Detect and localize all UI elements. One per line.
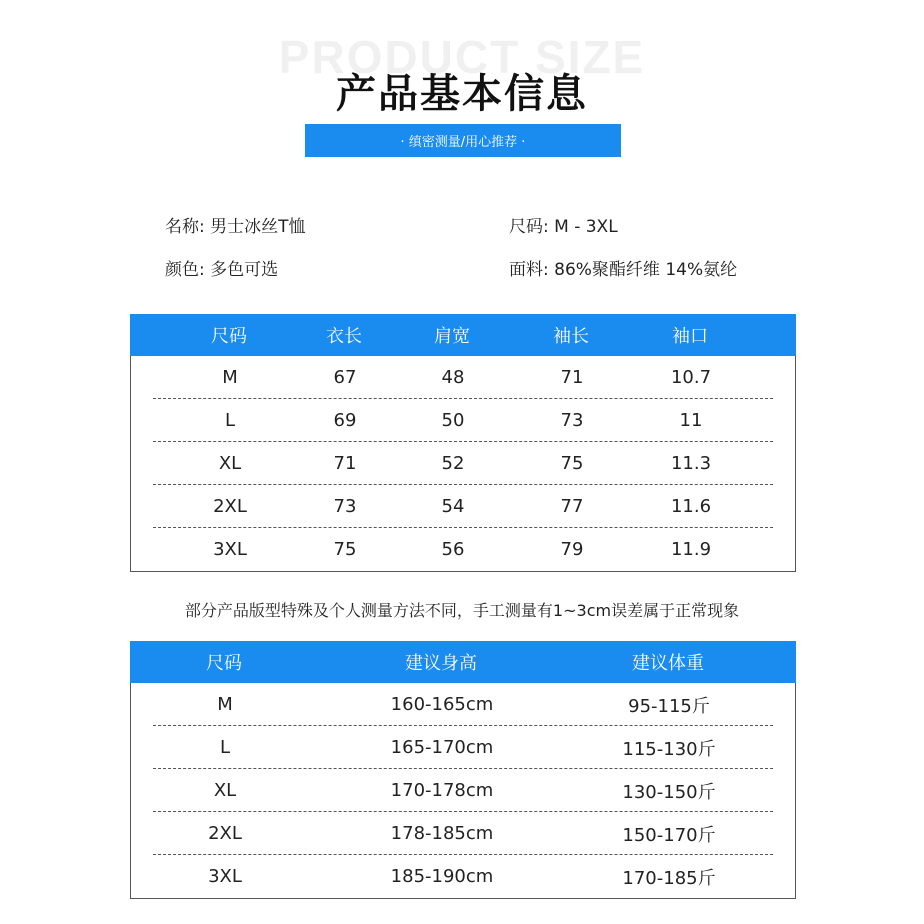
- size-header-cell: 袖长: [553, 326, 589, 347]
- table-cell: 160-165cm: [390, 694, 494, 715]
- page-title: 产品基本信息: [336, 71, 588, 117]
- size-table-body: [130, 356, 796, 572]
- table-cell: 54: [441, 496, 465, 517]
- table-cell: L: [224, 410, 236, 431]
- table-cell: 11.6: [670, 496, 712, 517]
- table-cell: XL: [213, 780, 237, 801]
- table-cell: 77: [560, 496, 584, 517]
- table-cell: M: [222, 367, 238, 388]
- table-row: [131, 442, 795, 485]
- table-cell: 11.9: [670, 539, 712, 560]
- table-row: [131, 399, 795, 442]
- table-cell: 50: [441, 410, 465, 431]
- table-cell: 130-150斤: [622, 781, 716, 803]
- table-cell: 165-170cm: [390, 737, 494, 758]
- table-cell: 73: [333, 496, 357, 517]
- table-cell: 178-185cm: [390, 823, 494, 844]
- table-cell: M: [217, 694, 233, 715]
- size-header-cell: 袖口: [672, 326, 708, 347]
- table-row: [131, 812, 795, 855]
- info-material: 面料: 86%聚酯纤维 14%氨纶: [509, 260, 738, 280]
- table-cell: 11.3: [670, 453, 712, 474]
- table-row: [131, 855, 795, 898]
- table-row: [131, 726, 795, 769]
- table-cell: 95-115斤: [628, 695, 710, 717]
- table-cell: 52: [441, 453, 465, 474]
- table-cell: 69: [333, 410, 357, 431]
- table-cell: 73: [560, 410, 584, 431]
- size-header-cell: 衣长: [326, 326, 362, 347]
- size-table: [130, 314, 796, 572]
- fit-header-cell: 建议体重: [632, 653, 704, 674]
- size-table-header: [130, 314, 796, 356]
- table-cell: 3XL: [213, 539, 247, 560]
- table-cell: 185-190cm: [390, 866, 494, 887]
- table-cell: 115-130斤: [622, 738, 716, 760]
- table-cell: 56: [441, 539, 465, 560]
- table-cell: 2XL: [208, 823, 242, 844]
- table-cell: 11: [679, 410, 703, 431]
- fit-table-header: [130, 641, 796, 683]
- table-cell: 71: [333, 453, 357, 474]
- table-cell: 79: [560, 539, 584, 560]
- table-row: [131, 683, 795, 726]
- table-row: [131, 528, 795, 571]
- table-cell: XL: [218, 453, 242, 474]
- table-cell: 170-178cm: [390, 780, 494, 801]
- subtitle-badge: · 缜密测量/用心推荐 ·: [305, 124, 621, 157]
- table-cell: 71: [560, 367, 584, 388]
- table-row: [131, 356, 795, 399]
- table-cell: 150-170斤: [622, 824, 716, 846]
- table-cell: 3XL: [208, 866, 242, 887]
- fit-header-cell: 尺码: [206, 653, 242, 674]
- info-name: 名称: 男士冰丝T恤: [165, 217, 306, 237]
- table-row: [131, 769, 795, 812]
- size-header-cell: 尺码: [211, 326, 247, 347]
- size-header-cell: 肩宽: [434, 326, 470, 347]
- table-cell: 48: [441, 367, 465, 388]
- fit-table: [130, 641, 796, 899]
- table-cell: 2XL: [213, 496, 247, 517]
- table-cell: L: [219, 737, 231, 758]
- table-cell: 67: [333, 367, 357, 388]
- table-row: [131, 485, 795, 528]
- measurement-note: 部分产品版型特殊及个人测量方法不同，手工测量有1~3cm误差属于正常现象: [184, 601, 740, 620]
- fit-table-body: [130, 683, 796, 899]
- info-color: 颜色: 多色可选: [165, 260, 279, 280]
- table-cell: 10.7: [670, 367, 712, 388]
- info-size: 尺码: M - 3XL: [509, 217, 618, 237]
- table-cell: 75: [333, 539, 357, 560]
- table-cell: 75: [560, 453, 584, 474]
- fit-header-cell: 建议身高: [405, 653, 477, 674]
- table-cell: 170-185斤: [622, 867, 716, 889]
- watermark-text: PRODUCT SIZE: [278, 31, 646, 83]
